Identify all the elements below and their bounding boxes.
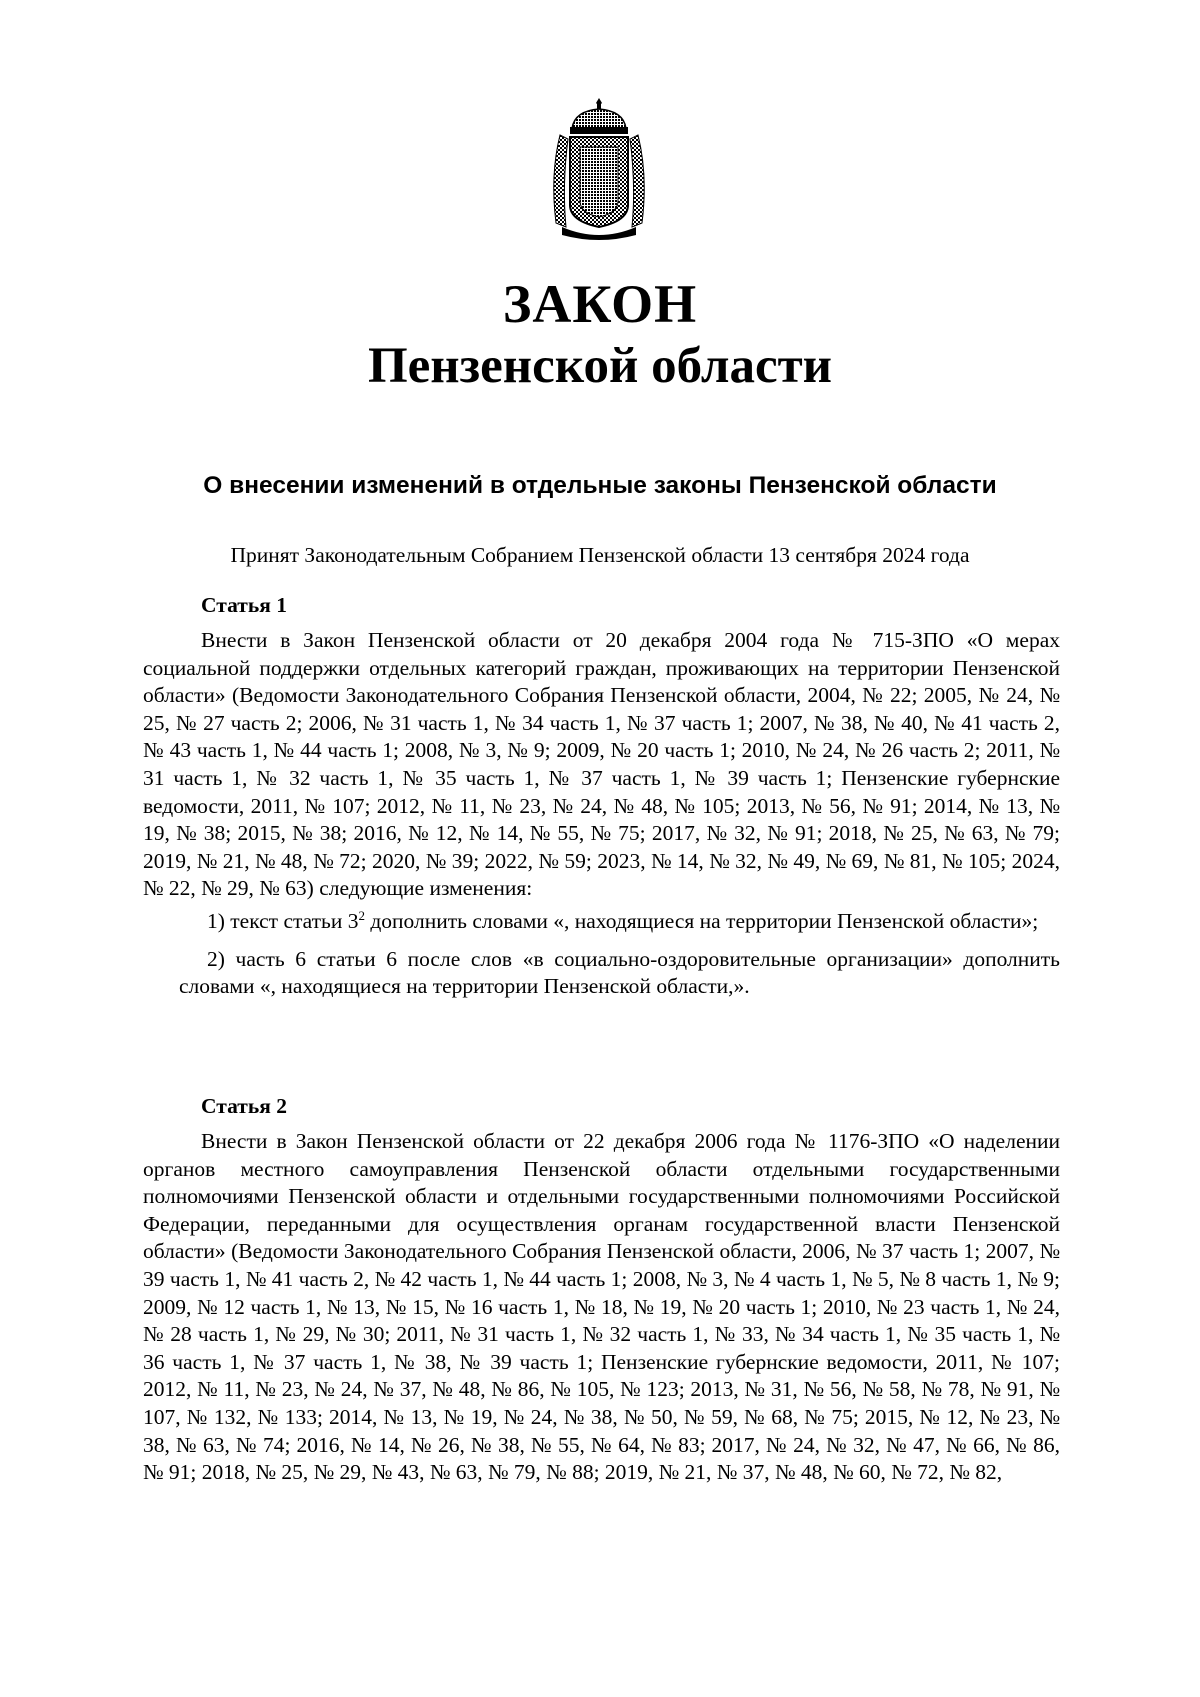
article-1-text: Внести в Закон Пензенской области от 20 декабря 2004 года № 715-ЗПО «О мерах социальной поддержки отдельных категорий граждан, проживающих на территории Пензенской области» (Ведомости Законодательного Собрания Пензенской области, 2004, № 22; 2005, № 24, № 25, № 27 часть 2; 2006, № 31 часть 1, № 34 часть 1, № 37 часть 1; 2007, № 38, № 40, № 41 часть 2, № 43 часть 1, № 44 часть 1; 2008, № 3, № 9; 2009, № 20 часть 1; 2010, № 24, № 26 часть 2; 2011, № 31 часть 1, № 32 часть 1, № 35 часть 1, № 37 часть 1, № 39 часть 1; Пензенские губернские ведомости, 2011, № 107; 2012, № 11, № 23, № 24, № 48, № 105; 2013, № 56, № 91; 2014, № 13, № 19, № 38; 2015, № 38; 2016, № 12, № 14, № 55, № 75; 2017, № 32, № 91; 2018, № 25, № 63, № 79; 2019, № 21, № 48, № 72; 2020, № 39; 2022, № 59; 2023, № 14, № 32, № 49, № 69, № 81, № 105; 2024, № 22, № 29, № 63) следующие изменения:: [143, 628, 1060, 901]
item-1-text-start: 1) текст статьи 3: [207, 908, 359, 933]
article-1-item-1: [143, 908, 1060, 936]
article-1-heading: Статья 1: [201, 593, 287, 617]
penza-coat-of-arms-icon: [540, 95, 658, 245]
law-title: О внесении изменений в отдельные законы Пензенской области: [203, 472, 997, 499]
article-1-item-2: 2) часть 6 статьи 6 после слов «в социально-оздоровительные организации» дополнить словами «, находящиеся на территории Пензенской области,».: [179, 946, 1060, 999]
article-2: [143, 1092, 1060, 1487]
item-1-text-end: дополнить словами «, находящиеся на территории Пензенской области»;: [364, 908, 1039, 933]
adoption-note: Принят Законодательным Собранием Пензенской области 13 сентября 2024 года: [230, 543, 970, 567]
article-2-heading: Статья 2: [201, 1094, 287, 1118]
document-subtitle: Пензенской области: [367, 338, 833, 394]
item-1-superscript: 2: [358, 907, 365, 923]
article-2-text: Внести в Закон Пензенской области от 22 декабря 2006 года № 1176-ЗПО «О наделении органов местного самоуправления Пензенской области отдельными государственными полномочиями Пензенской области и отдельными государственными полномочиями Российской Федерации, переданными для осуществления органам государственной власти Пензенской области» (Ведомости Законодательного Собрания Пензенской области, 2006, № 37 часть 1; 2007, № 39 часть 1, № 41 часть 2, № 42 часть 1, № 44 часть 1; 2008, № 3, № 4 часть 1, № 5, № 8 часть 1, № 9; 2009, № 12 часть 1, № 13, № 15, № 16 часть 1, № 18, № 19, № 20 часть 1; 2010, № 23 часть 1, № 24, № 28 часть 1, № 29, № 30; 2011, № 31 часть 1, № 32 часть 1, № 33, № 34 часть 1, № 35 часть 1, № 36 часть 1, № 37 часть 1, № 38, № 39 часть 1; Пензенские губернские ведомости, 2011, № 107; 2012, № 11, № 23, № 24, № 37, № 48, № 86, № 105, № 123; 2013, № 31, № 56, № 58, № 78, № 91, № 107, № 132, № 133; 2014, № 13, № 19, № 24, № 38, № 50, № 59, № 68, № 75; 2015, № 12, № 23, № 38, № 63, № 74; 2016, № 14, № 26, № 38, № 55, № 64, № 83; 2017, № 24, № 32, № 47, № 66, № 86, № 91; 2018, № 25, № 29, № 43, № 63, № 79, № 88; 2019, № 21, № 37, № 48, № 60, № 72, № 82,: [143, 1129, 1060, 1485]
article-1: [143, 591, 1060, 1001]
document-title: ЗАКОН: [502, 274, 698, 334]
